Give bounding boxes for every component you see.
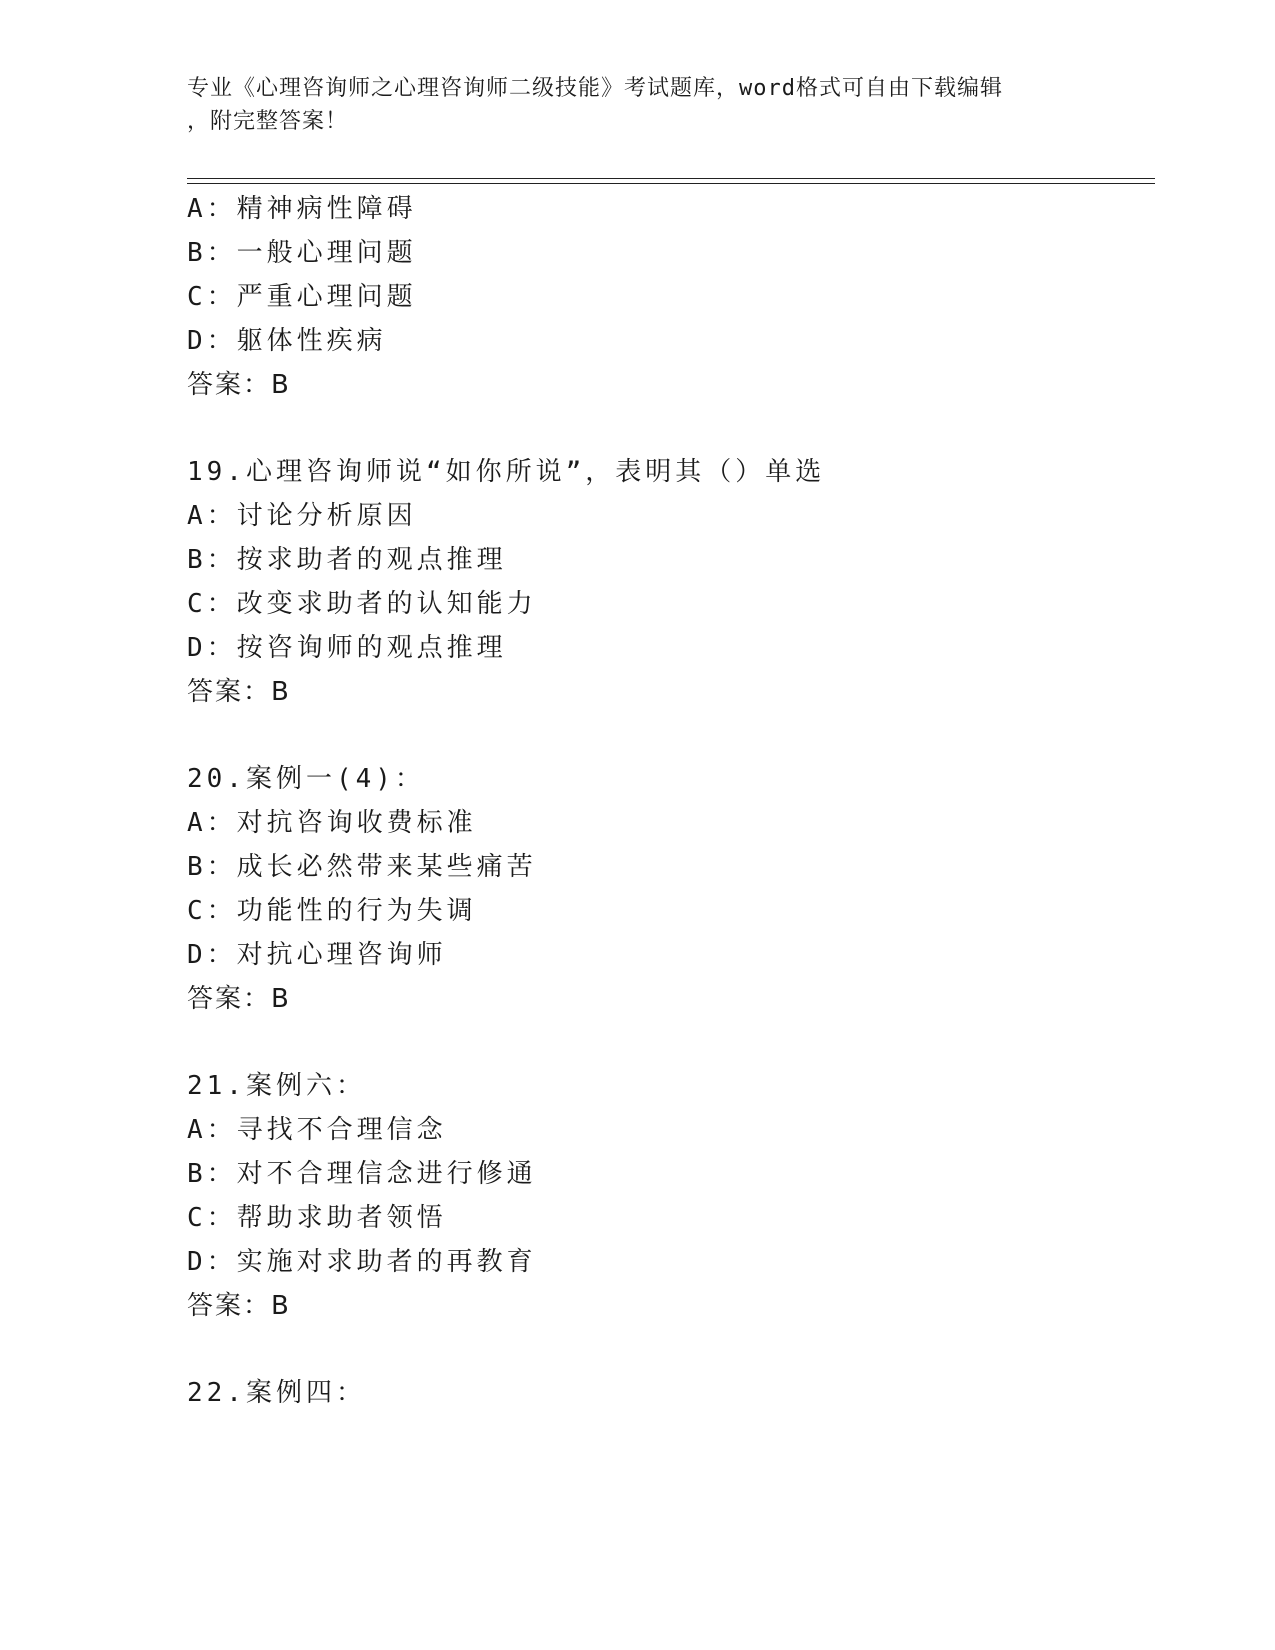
document-header: [187, 72, 1087, 138]
header-line-1: 专业《心理咨询师之心理咨询师二级技能》考试题库，word格式可自由下载编辑: [187, 76, 1003, 101]
option-a: A：精神病性障碍: [187, 194, 417, 224]
question-text: 21.案例六：: [187, 1071, 366, 1101]
header-line-2: ，附完整答案！: [187, 109, 349, 134]
option-d: D：躯体性疾病: [187, 326, 387, 356]
option-c: C：功能性的行为失调: [187, 896, 477, 926]
option-a: A：寻找不合理信念: [187, 1115, 447, 1145]
option-b: B：对不合理信念进行修通: [187, 1159, 537, 1189]
answer-line: 答案：B: [187, 677, 291, 707]
option-a: A：讨论分析原因: [187, 501, 417, 531]
option-b: B：按求助者的观点推理: [187, 545, 507, 575]
option-c: C：改变求助者的认知能力: [187, 589, 537, 619]
option-d: D：实施对求助者的再教育: [187, 1247, 537, 1277]
option-b: B：成长必然带来某些痛苦: [187, 852, 537, 882]
option-b: B：一般心理问题: [187, 238, 417, 268]
question-text: 22.案例四：: [187, 1378, 366, 1408]
answer-line: 答案：B: [187, 984, 291, 1014]
option-d: D：按咨询师的观点推理: [187, 633, 507, 663]
option-c: C：帮助求助者领悟: [187, 1203, 447, 1233]
header-divider-bottom: [187, 183, 1155, 184]
option-c: C：严重心理问题: [187, 282, 417, 312]
question-text: 19.心理咨询师说“如你所说”，表明其（）单选: [187, 457, 826, 487]
option-d: D：对抗心理咨询师: [187, 940, 447, 970]
question-text: 20.案例一(4)：: [187, 764, 425, 794]
header-divider-top: [187, 178, 1155, 179]
answer-line: 答案：B: [187, 1291, 291, 1321]
answer-line: 答案：B: [187, 370, 291, 400]
option-a: A：对抗咨询收费标准: [187, 808, 477, 838]
